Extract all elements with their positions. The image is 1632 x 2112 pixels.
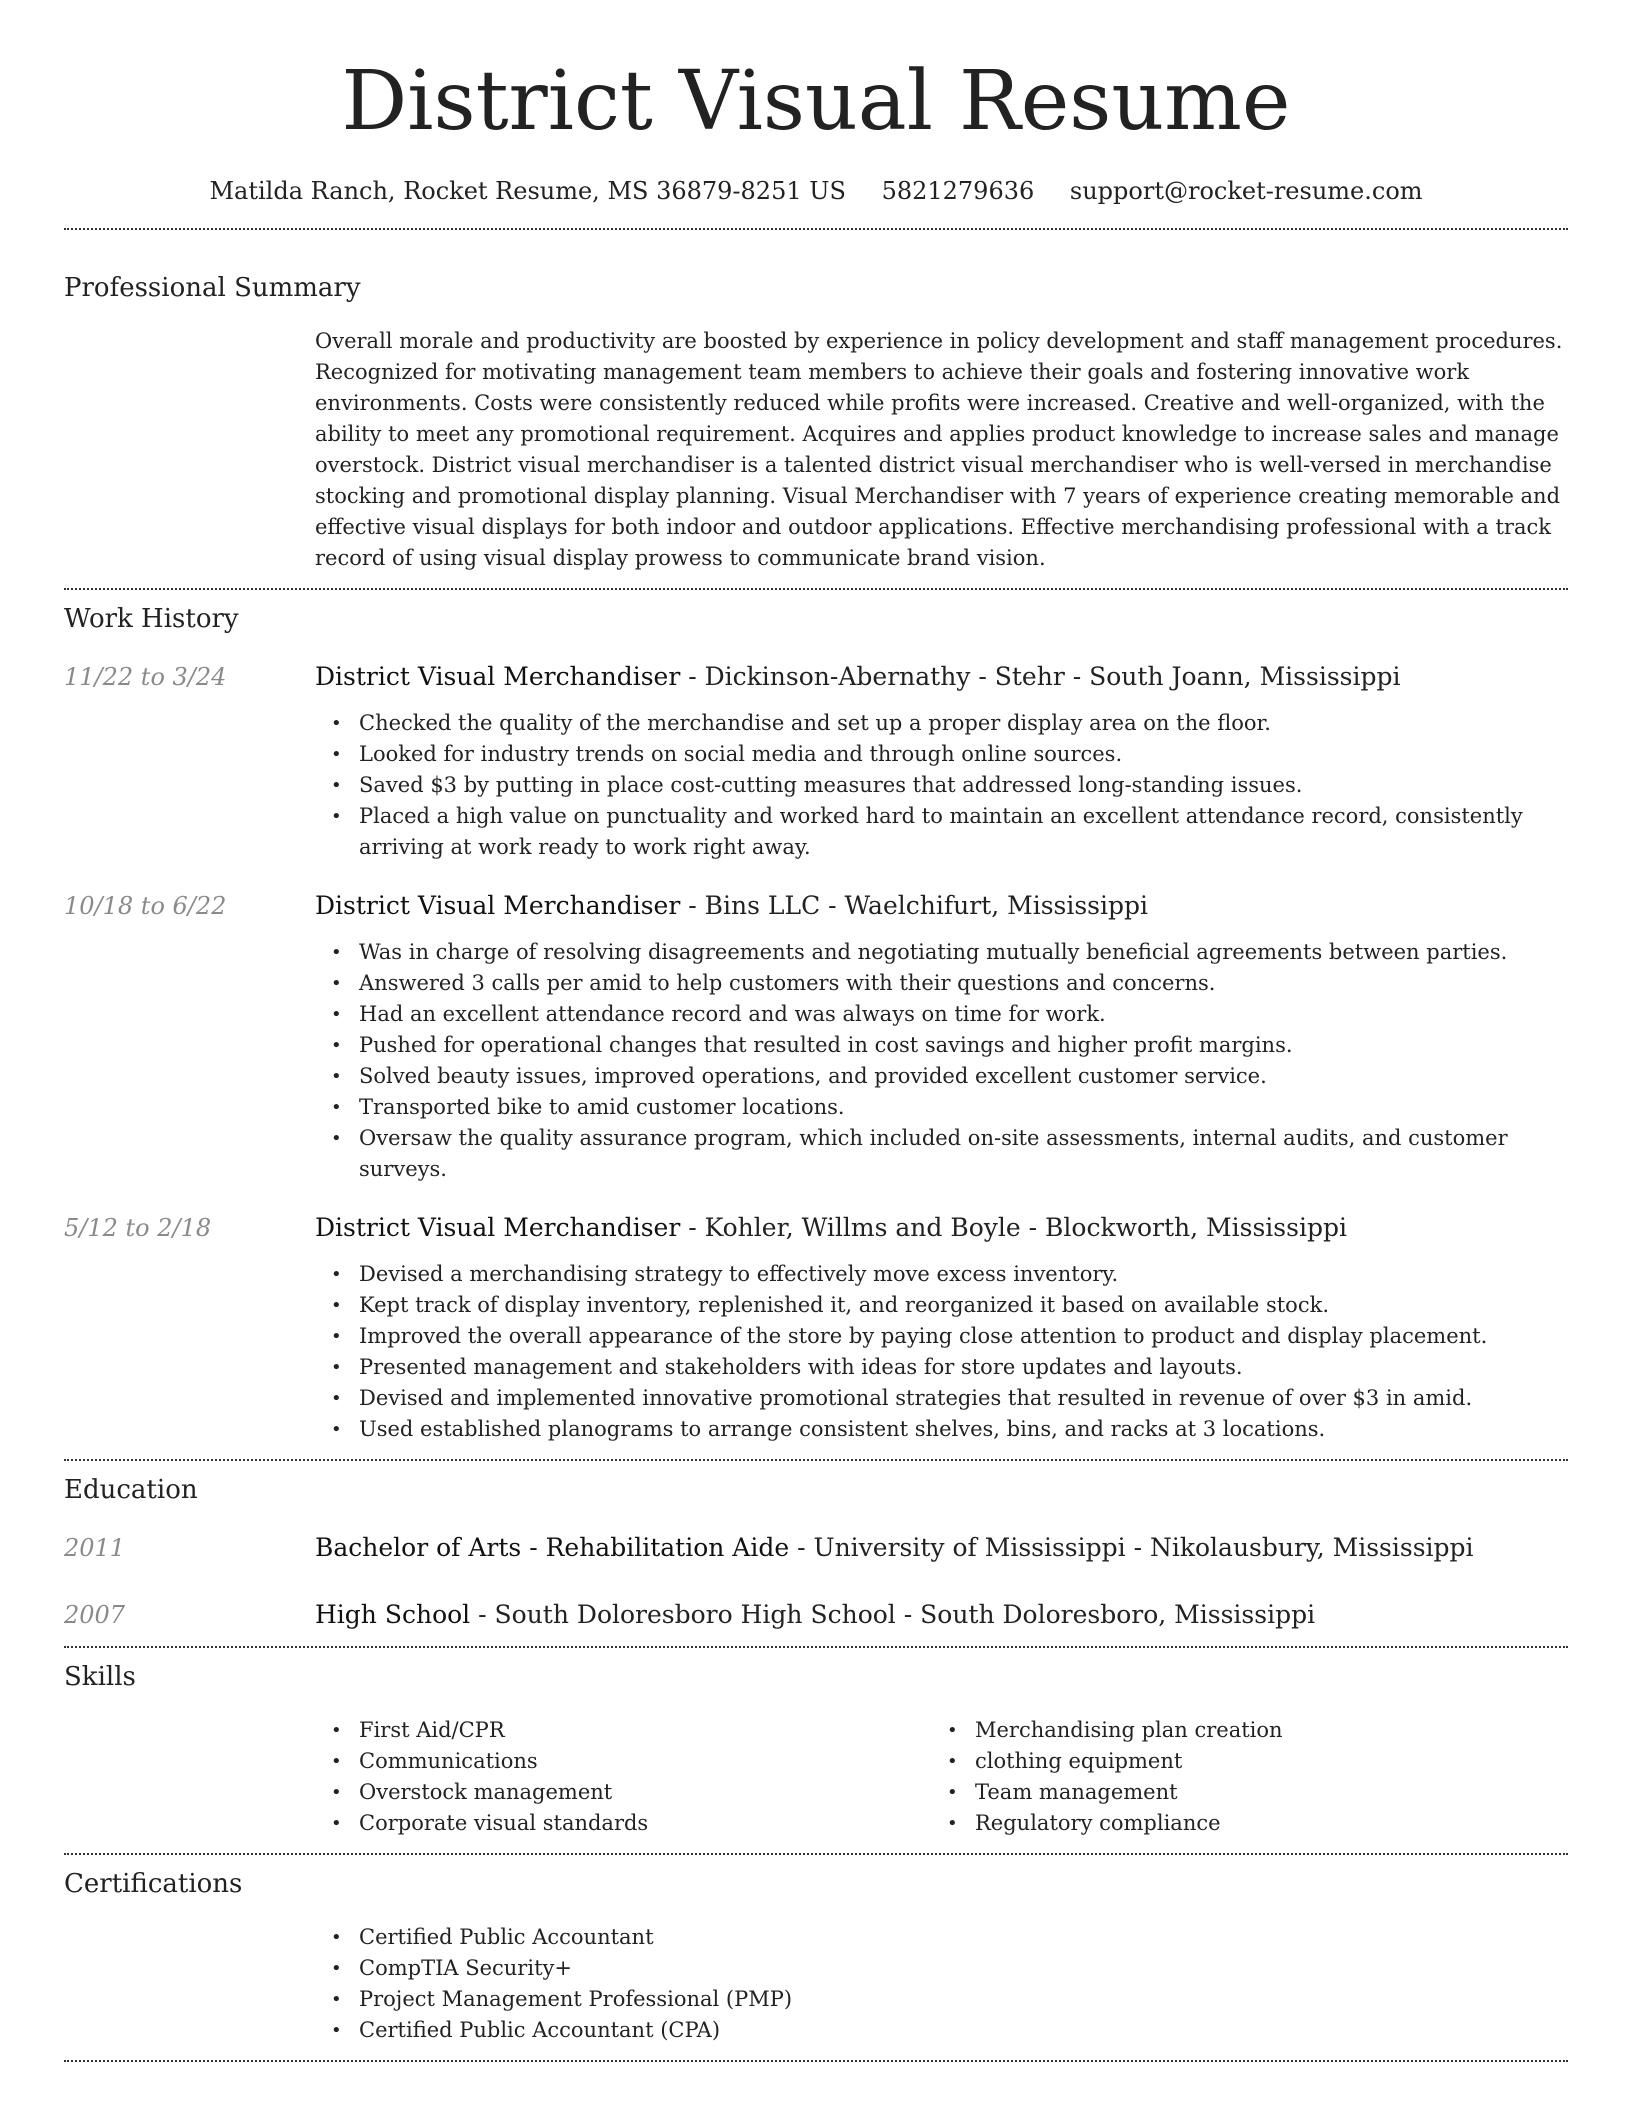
list-item: • Oversaw the quality assurance program, which included on-site assessments, internal audits, and customer surveys. [315, 1123, 1568, 1185]
list-item: • First Aid/CPR [315, 1715, 931, 1746]
job-entry [64, 1210, 1568, 1445]
certifications-section [64, 1866, 1568, 2046]
list-item: • Team management [931, 1777, 1547, 1808]
education-title-line [315, 1530, 1474, 1566]
list-item: • Overstock management [315, 1777, 931, 1808]
job-dates: 11/22 to 3/24 [64, 663, 227, 691]
list-item: • Pushed for operational changes that resulted in cost savings and higher profit margins. [315, 1030, 1568, 1061]
section-heading-work: Work History [64, 604, 239, 634]
job-title-line [315, 1210, 1347, 1246]
job-employer: - Dickinson-Abernathy - Stehr - South Joann, Mississippi [680, 662, 1401, 691]
list-item: • Regulatory compliance [931, 1808, 1547, 1839]
job-bullets [315, 937, 1568, 1185]
contact-address: Matilda Ranch, Rocket Resume, MS 36879-8251 US [209, 177, 846, 205]
list-item: • Devised and implemented innovative promotional strategies that resulted in revenue of over $3 in amid. [315, 1383, 1568, 1414]
divider [64, 1853, 1568, 1855]
job-title-line [315, 659, 1400, 695]
list-item: • Certified Public Accountant [315, 1922, 1568, 1953]
job-title-line [315, 888, 1148, 924]
education-school: - South Doloresboro High School - South Doloresboro, Mississippi [470, 1600, 1316, 1629]
job-employer: - Kohler, Willms and Boyle - Blockworth, Mississippi [680, 1213, 1347, 1242]
summary-text: Overall morale and productivity are boosted by experience in policy development and staff management procedures. Recognized for motivating management team members to achieve their goals and fostering innovative work environments. Costs were consistently reduced while profits were increased. Creative and well-organized, with the ability to meet any promotional requirement. Acquires and applies product knowledge to increase sales and manage overstock. District visual merchandiser is a talented district visual merchandiser who is well-versed in merchandise stocking and promotional display planning. Visual Merchandiser with 7 years of experience creating memorable and effective visual displays for both indoor and outdoor applications. Effective merchandising professional with a track record of using visual display prowess to communicate brand vision. [315, 329, 1563, 570]
list-item: • Project Management Professional (PMP) [315, 1984, 1568, 2015]
job-header [64, 659, 1568, 695]
job-dates: 5/12 to 2/18 [64, 1214, 212, 1242]
divider [64, 228, 1568, 230]
resume-title: District Visual Resume [341, 54, 1291, 149]
skills-column-right [931, 1715, 1547, 1839]
job-role: District Visual Merchandiser [315, 662, 681, 691]
list-item: • Saved $3 by putting in place cost-cutting measures that addressed long-standing issues. [315, 770, 1568, 801]
list-item: • Transported bike to amid customer locations. [315, 1092, 1568, 1123]
skills-grid [315, 1715, 1568, 1839]
list-item: • Solved beauty issues, improved operations, and provided excellent customer service. [315, 1061, 1568, 1092]
education-year: 2007 [64, 1601, 126, 1629]
section-heading-skills: Skills [64, 1662, 136, 1692]
education-degree: High School [315, 1600, 471, 1629]
skills-section [64, 1659, 1568, 1839]
section-heading-certifications: Certifications [64, 1869, 243, 1899]
job-dates: 10/18 to 6/22 [64, 892, 227, 920]
education-title-line [315, 1597, 1315, 1633]
divider [64, 2060, 1568, 2062]
job-header [64, 1210, 1568, 1246]
list-item: • Checked the quality of the merchandise and set up a proper display area on the floor. [315, 708, 1568, 739]
list-item: • Looked for industry trends on social media and through online sources. [315, 739, 1568, 770]
contact-line [64, 174, 1568, 208]
certifications-list [315, 1922, 1568, 2046]
contact-phone: 5821279636 [881, 177, 1035, 205]
job-bullets [315, 1259, 1568, 1445]
education-section [64, 1472, 1568, 1633]
job-entry [64, 888, 1568, 1185]
divider [64, 1646, 1568, 1648]
work-history-section [64, 601, 1568, 1445]
list-item: • Corporate visual standards [315, 1808, 931, 1839]
list-item: • Placed a high value on punctuality and worked hard to maintain an excellent attendance record, consistently arriving at work ready to work right away. [315, 801, 1568, 863]
list-item: • Certified Public Accountant (CPA) [315, 2015, 1568, 2046]
list-item: • Presented management and stakeholders with ideas for store updates and layouts. [315, 1352, 1568, 1383]
list-item: • Improved the overall appearance of the store by paying close attention to product and display placement. [315, 1321, 1568, 1352]
job-bullets [315, 708, 1568, 863]
job-role: District Visual Merchandiser [315, 891, 681, 920]
education-year: 2011 [64, 1534, 126, 1562]
summary-section [64, 270, 1568, 574]
section-heading-summary: Professional Summary [64, 273, 361, 303]
list-item: • Merchandising plan creation [931, 1715, 1547, 1746]
list-item: • Kept track of display inventory, replenished it, and reorganized it based on available stock. [315, 1290, 1568, 1321]
list-item: • Communications [315, 1746, 931, 1777]
list-item: • Had an excellent attendance record and was always on time for work. [315, 999, 1568, 1030]
job-role: District Visual Merchandiser [315, 1213, 681, 1242]
education-school: - University of Mississippi - Nikolausbury, Mississippi [789, 1533, 1474, 1562]
divider [64, 1459, 1568, 1461]
job-header [64, 888, 1568, 924]
list-item: • Devised a merchandising strategy to effectively move excess inventory. [315, 1259, 1568, 1290]
divider [64, 588, 1568, 590]
job-employer: - Bins LLC - Waelchifurt, Mississippi [680, 891, 1149, 920]
list-item: • Answered 3 calls per amid to help customers with their questions and concerns. [315, 968, 1568, 999]
education-entry [64, 1597, 1568, 1633]
contact-email: support@rocket-resume.com [1069, 177, 1423, 205]
education-degree: Bachelor of Arts - Rehabilitation Aide [315, 1533, 790, 1562]
list-item: • CompTIA Security+ [315, 1953, 1568, 1984]
list-item: • Was in charge of resolving disagreements and negotiating mutually beneficial agreements between parties. [315, 937, 1568, 968]
list-item: • Used established planograms to arrange consistent shelves, bins, and racks at 3 locations. [315, 1414, 1568, 1445]
education-entry [64, 1530, 1568, 1566]
list-item: • clothing equipment [931, 1746, 1547, 1777]
section-heading-education: Education [64, 1475, 198, 1505]
skills-column-left [315, 1715, 931, 1839]
job-entry [64, 659, 1568, 863]
